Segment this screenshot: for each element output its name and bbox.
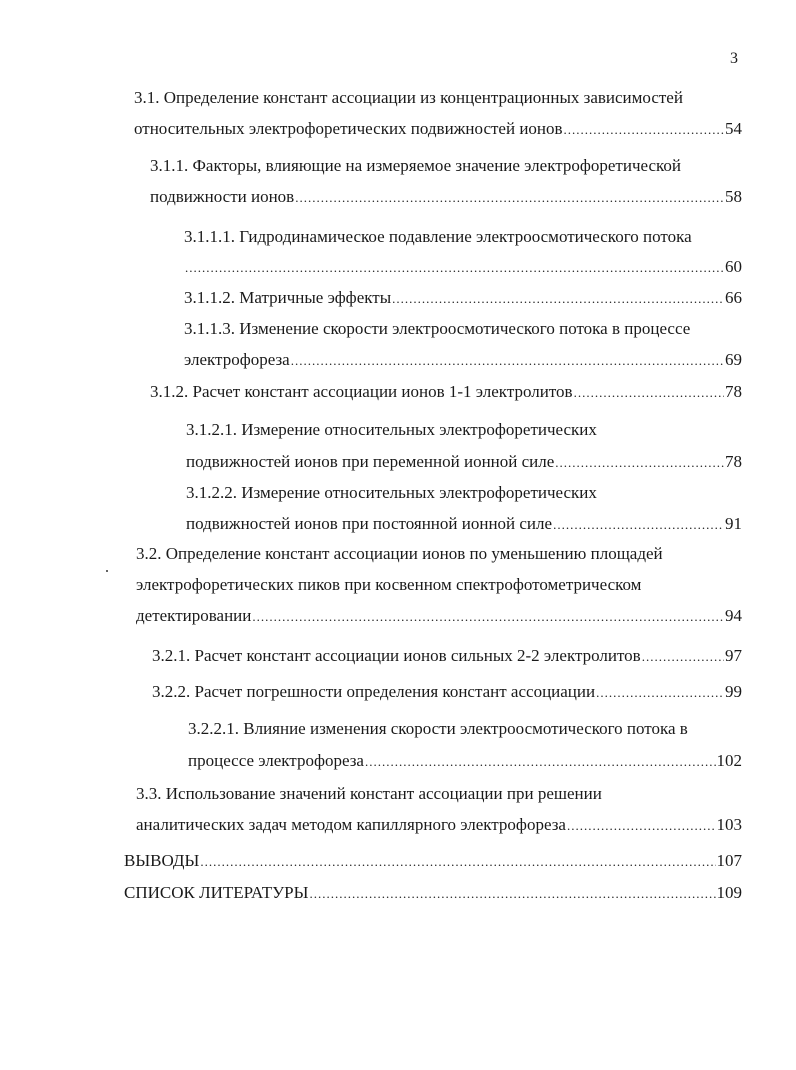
toc-entry-3-2-1 <box>152 645 742 667</box>
scan-speck <box>106 570 108 572</box>
toc-entry-title: 3.2.1. Расчет констант ассоциации ионов сильных 2-2 электролитов <box>152 646 641 665</box>
dot-leader <box>567 815 716 837</box>
toc-entry-title: 3.1.2.1. Измерение относительных электрофоретических <box>186 420 597 439</box>
dot-leader <box>309 883 715 905</box>
toc-entry-title: ВЫВОДЫ <box>124 851 200 870</box>
toc-entry-3-2-2-1-line2 <box>188 750 742 772</box>
toc-entry-3-2-line1 <box>136 543 742 565</box>
toc-page-ref: 69 <box>725 350 742 369</box>
toc-entry-title: 3.2.2. Расчет погрешности определения констант ассоциации <box>152 682 596 701</box>
toc-page-ref: 102 <box>716 751 742 770</box>
toc-entry-3-1-1-line1 <box>150 155 742 177</box>
toc-page-ref: 97 <box>725 646 742 665</box>
toc-entry-title: электрофоретических пиков при косвенном спектрофотометрическом <box>136 575 642 594</box>
toc-entry-3-1-line1 <box>134 87 742 109</box>
toc-entry-conclusions <box>124 850 742 872</box>
toc-page-ref: 94 <box>725 606 742 625</box>
dot-leader <box>392 288 724 310</box>
toc-page-ref: 109 <box>716 883 742 902</box>
toc-entry-3-3-line1 <box>136 783 742 805</box>
toc-entry-3-1-1-line2 <box>150 186 742 208</box>
toc-entry-title: относительных электрофоретических подвижностей ионов <box>134 119 563 138</box>
toc-entry-title: 3.1.1.1. Гидродинамическое подавление электроосмотического потока <box>184 227 692 246</box>
dot-leader <box>553 514 724 536</box>
toc-page-ref: 91 <box>725 514 742 533</box>
page-number: 3 <box>730 50 738 67</box>
dot-leader <box>200 851 715 873</box>
toc-entry-title: 3.1.1.3. Изменение скорости электроосмотического потока в процессе <box>184 319 691 338</box>
toc-entry-title: 3.3. Использование значений констант ассоциации при решении <box>136 784 602 803</box>
toc-entry-title: 3.1.2. Расчет констант ассоциации ионов 1-1 электролитов <box>150 382 573 401</box>
toc-entry-3-1-2-2-line2 <box>186 513 742 535</box>
toc-page-ref: 58 <box>725 187 742 206</box>
toc-entry-3-1-1-1-line2 <box>184 256 742 278</box>
toc-entry-title: детектировании <box>136 606 252 625</box>
dot-leader <box>596 682 724 704</box>
toc-entry-title: 3.1.1. Факторы, влияющие на измеряемое значение электрофоретической <box>150 156 682 175</box>
toc-entry-3-1-1-3-line2 <box>184 349 742 371</box>
toc-entry-title: СПИСОК ЛИТЕРАТУРЫ <box>124 883 309 902</box>
toc-page-ref: 107 <box>716 851 742 870</box>
toc-entry-3-3-line2 <box>136 814 742 836</box>
toc-entry-title: процессе электрофореза <box>188 751 364 770</box>
dot-leader <box>252 606 724 628</box>
toc-page-ref: 54 <box>725 119 742 138</box>
toc-entry-3-1-1-1-line1 <box>184 226 742 248</box>
dot-leader <box>642 646 724 668</box>
toc-entry-title: подвижностей ионов при постоянной ионной силе <box>186 514 553 533</box>
toc-entry-3-1-2-1-line1 <box>186 419 742 441</box>
toc-page-ref: 78 <box>725 382 742 401</box>
dot-leader <box>555 452 724 474</box>
toc-entry-3-1-1-2 <box>184 287 742 309</box>
toc-entry-3-1-1-3-line1 <box>184 318 742 340</box>
dot-leader <box>574 382 724 404</box>
toc-page-ref: 66 <box>725 288 742 307</box>
toc-page-ref: 78 <box>725 452 742 471</box>
dot-leader <box>185 257 724 279</box>
toc-entry-title: 3.2.2.1. Влияние изменения скорости электроосмотического потока в <box>188 719 688 738</box>
toc-entry-references <box>124 882 742 904</box>
dot-leader <box>295 187 724 209</box>
toc-entry-3-2-line2 <box>136 574 742 596</box>
toc-entry-3-1-2-2-line1 <box>186 482 742 504</box>
toc-entry-title: электрофореза <box>184 350 290 369</box>
toc-entry-title: 3.1.1.2. Матричные эффекты <box>184 288 392 307</box>
toc-entry-3-2-line3 <box>136 605 742 627</box>
toc-entry-3-2-2 <box>152 681 742 703</box>
toc-entry-title: 3.1. Определение констант ассоциации из концентрационных зависимостей <box>134 88 683 107</box>
toc-page-ref: 103 <box>716 815 742 834</box>
dot-leader <box>564 119 724 141</box>
toc-page-ref: 99 <box>725 682 742 701</box>
toc-entry-title: 3.2. Определение констант ассоциации ионов по уменьшению площадей <box>136 544 663 563</box>
toc-page-ref: 60 <box>725 257 742 276</box>
toc-entry-title: аналитических задач методом капиллярного электрофореза <box>136 815 566 834</box>
toc-entry-title: 3.1.2.2. Измерение относительных электрофоретических <box>186 483 597 502</box>
dot-leader <box>291 350 724 372</box>
dot-leader <box>365 751 716 773</box>
toc-entry-title: подвижностей ионов при переменной ионной силе <box>186 452 555 471</box>
toc-entry-3-2-2-1-line1 <box>188 718 742 740</box>
toc-entry-3-1-2 <box>150 381 742 403</box>
toc-entry-3-1-2-1-line2 <box>186 451 742 473</box>
toc-entry-3-1-line2 <box>134 118 742 140</box>
toc-entry-title: подвижности ионов <box>150 187 295 206</box>
